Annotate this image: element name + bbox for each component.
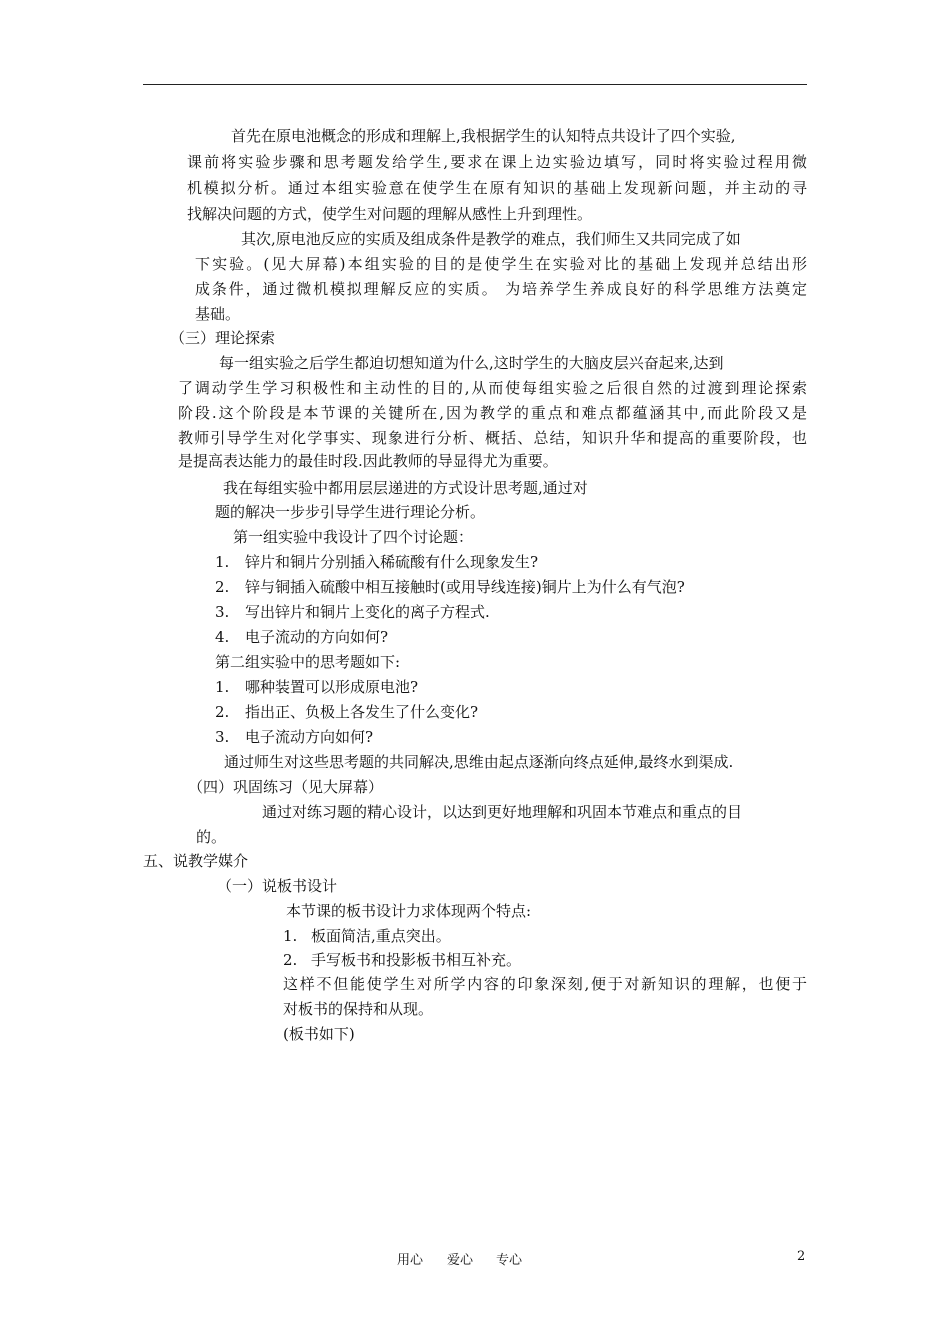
paragraph-2-line-3: 成条件，通过微机模拟理解反应的实质。 为培养学生养成良好的科学思维方法奠定 <box>195 280 807 298</box>
paragraph-6-line-1: 这样不但能使学生对所学内容的印象深刻,便于对新知识的理解，也便于 <box>283 975 807 993</box>
paragraph-3-line-2: 了调动学生学习积极性和主动性的目的,从而使每组实验之后很自然的过渡到理论探索 <box>178 379 807 397</box>
board-point-1: 板面简洁,重点突出。 <box>311 927 451 945</box>
group-1-question-4: 电子流动的方向如何? <box>245 628 389 646</box>
header-rule <box>143 84 807 85</box>
group-2-question-2: 指出正、负极上各发生了什么变化? <box>245 703 479 721</box>
group-1-question-1-num: 1. <box>215 553 230 571</box>
paragraph-3-line-3: 阶段.这个阶段是本节课的关键所在,因为教学的重点和难点都蕴涵其中,而此阶段又是 <box>178 404 807 422</box>
footer-slogan-2: 爱心 <box>447 1253 474 1268</box>
board-follows: (板书如下) <box>283 1025 355 1043</box>
paragraph-1-line-3: 机模拟分析。通过本组实验意在使学生在原有知识的基础上发现新问题，并主动的寻 <box>187 179 807 197</box>
paragraph-2-line-4: 基础。 <box>195 305 241 323</box>
group-2-question-3-num: 3. <box>215 728 230 746</box>
paragraph-2-line-2: 下实验。(见大屏幕)本组实验的目的是使学生在实验对比的基础上发现并总结出形 <box>195 255 807 273</box>
paragraph-6-line-2: 对板书的保持和从现。 <box>283 1000 434 1018</box>
paragraph-1-line-1: 首先在原电池概念的形成和理解上,我根据学生的认知特点共设计了四个实验, <box>231 127 736 145</box>
group-1-question-1: 锌片和铜片分别插入稀硫酸有什么现象发生? <box>245 553 539 571</box>
board-point-1-num: 1. <box>283 927 298 945</box>
paragraph-4-line-1: 我在每组实验中都用层层递进的方式设计思考题,通过对 <box>223 479 588 497</box>
group-1-question-4-num: 4. <box>215 628 230 646</box>
group-2-question-1-num: 1. <box>215 678 230 696</box>
footer-slogan-1: 用心 <box>397 1253 424 1268</box>
subsection-board-design-heading: （一）说板书设计 <box>217 877 338 895</box>
paragraph-1-line-4: 找解决问题的方式，使学生对问题的理解从感性上升到理性。 <box>187 205 593 223</box>
group-1-intro: 第一组实验中我设计了四个讨论题： <box>233 528 474 546</box>
section-5-heading: 五、说教学媒介 <box>143 852 249 870</box>
board-intro: 本节课的板书设计力求体现两个特点: <box>286 902 532 920</box>
paragraph-5-line-1: 通过对练习题的精心设计，以达到更好地理解和巩固本节难点和重点的目 <box>262 803 743 821</box>
group-2-question-3: 电子流动方向如何? <box>245 728 374 746</box>
paragraph-2-line-1: 其次,原电池反应的实质及组成条件是教学的难点，我们师生又共同完成了如 <box>241 230 741 248</box>
page-number: 2 <box>797 1249 806 1264</box>
paragraph-1-line-2: 课前将实验步骤和思考题发给学生,要求在课上边实验边填写，同时将实验过程用微 <box>187 153 807 171</box>
group-1-question-2: 锌与铜插入硫酸中相互接触时(或用导线连接)铜片上为什么有气泡? <box>245 578 685 596</box>
group-1-question-3: 写出锌片和铜片上变化的离子方程式. <box>245 603 490 621</box>
footer-slogan-3: 专心 <box>496 1253 523 1268</box>
group-2-question-1: 哪种装置可以形成原电池? <box>245 678 419 696</box>
board-point-2-num: 2. <box>283 951 298 969</box>
section-4-heading: （四）巩固练习（见大屏幕） <box>188 778 384 796</box>
section-3-heading: （三）理论探索 <box>170 329 276 347</box>
paragraph-3-line-4: 教师引导学生对化学事实、现象进行分析、概括、总结，知识升华和提高的重要阶段，也 <box>178 429 807 447</box>
paragraph-3-line-5: 是提高表达能力的最佳时段.因此教师的导显得尤为重要。 <box>178 452 558 470</box>
group-1-question-2-num: 2. <box>215 578 230 596</box>
group-2-question-2-num: 2. <box>215 703 230 721</box>
paragraph-3-line-1: 每一组实验之后学生都迫切想知道为什么,这时学生的大脑皮层兴奋起来,达到 <box>219 354 724 372</box>
board-point-2: 手写板书和投影板书相互补充。 <box>311 951 522 969</box>
group-2-intro: 第二组实验中的思考题如下: <box>215 653 401 671</box>
summary-line: 通过师生对这些思考题的共同解决,思维由起点逐渐向终点延伸,最终水到渠成. <box>224 753 734 771</box>
paragraph-5-line-2: 的。 <box>196 828 227 846</box>
paragraph-4-line-2: 题的解决一步步引导学生进行理论分析。 <box>215 503 486 521</box>
group-1-question-3-num: 3. <box>215 603 230 621</box>
